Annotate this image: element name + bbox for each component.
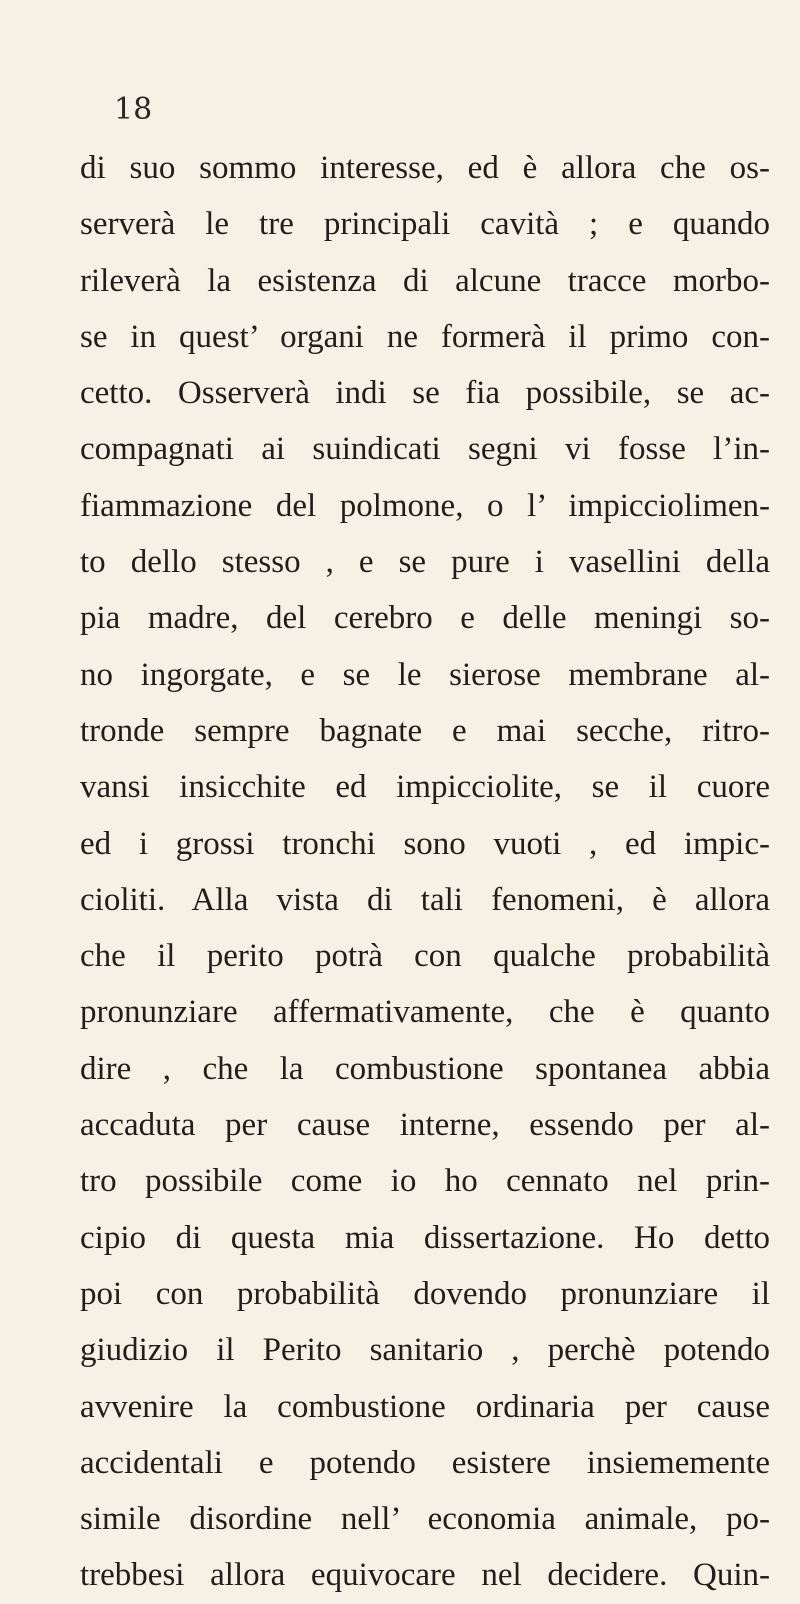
text-line: tro possibile come io ho cennato nel prin- — [80, 1163, 770, 1200]
text-line: compagnati ai suindicati segni vi fosse l’in- — [80, 431, 770, 468]
text-line: dire , che la combustione spontanea abbia — [80, 1050, 770, 1087]
text-line: cipio di questa mia dissertazione. Ho detto — [80, 1219, 770, 1256]
text-line: simile disordine nell’ economia animale, po- — [80, 1501, 770, 1538]
text-line: giudizio il Perito sanitario , perchè potendo — [80, 1332, 770, 1369]
text-line: to dello stesso , e se pure i vasellini della — [80, 544, 770, 581]
page-number: 18 — [114, 92, 153, 127]
text-line: di suo sommo interesse, ed è allora che os- — [80, 150, 770, 186]
text-line: serverà le tre principali cavità ; e quando — [80, 206, 770, 243]
text-line: cioliti. Alla vista di tali fenomeni, è allora — [80, 881, 770, 918]
text-line: che il perito potrà con qualche probabilità — [80, 938, 770, 975]
text-line: poi con probabilità dovendo pronunziare il — [80, 1275, 770, 1312]
text-line: trebbesi allora equivocare nel decidere. Quin- — [80, 1557, 770, 1594]
text-line: accaduta per cause interne, essendo per al- — [80, 1107, 770, 1144]
text-line: tronde sempre bagnate e mai secche, ritro- — [80, 712, 770, 749]
text-line: cetto. Osserverà indi se fia possibile, se ac- — [80, 375, 770, 412]
text-line: vansi insicchite ed impicciolite, se il cuore — [80, 769, 770, 806]
text-line: accidentali e potendo esistere insiememente — [80, 1444, 770, 1481]
text-line: se in quest’ organi ne formerà il primo con- — [80, 318, 770, 355]
text-line: rileverà la esistenza di alcune tracce morbo- — [80, 262, 770, 299]
text-line: no ingorgate, e se le sierose membrane al- — [80, 656, 770, 693]
text-line: ed i grossi tronchi sono vuoti , ed impic- — [80, 825, 770, 862]
text-body — [80, 140, 770, 1604]
text-line: pronunziare affermativamente, che è quanto — [80, 994, 770, 1031]
text-line: fiammazione del polmone, o l’ impicciolimen- — [80, 487, 770, 524]
text-line: pia madre, del cerebro e delle meningi so- — [80, 600, 770, 637]
text-line: avvenire la combustione ordinaria per cause — [80, 1388, 770, 1425]
